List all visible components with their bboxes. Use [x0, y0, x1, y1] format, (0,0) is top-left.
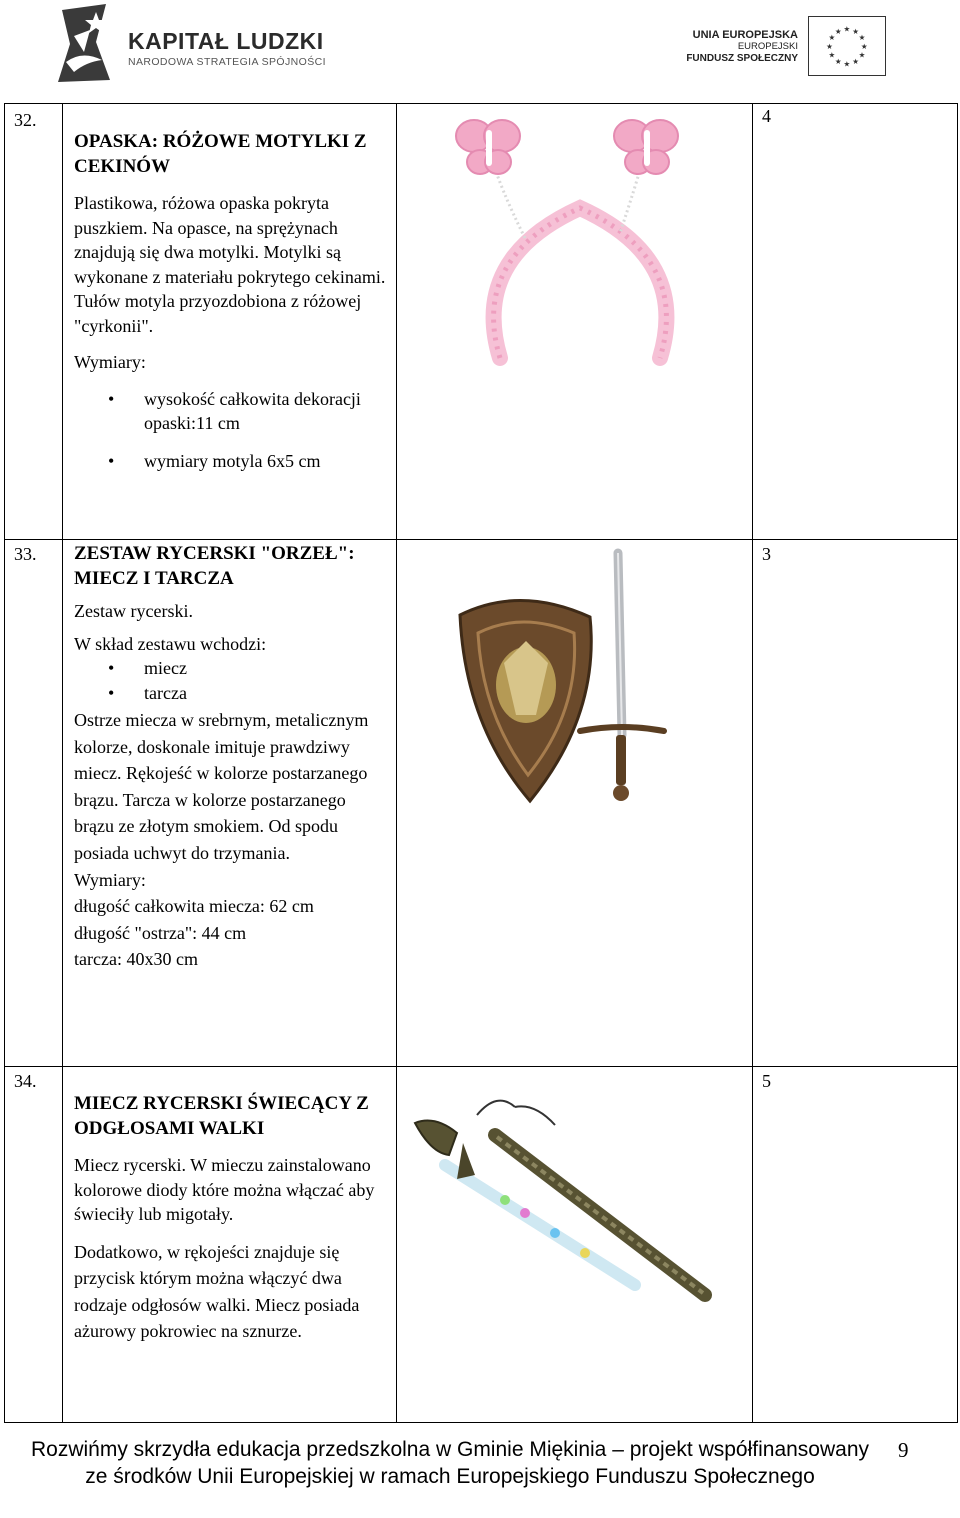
quantity: 5	[762, 1071, 771, 1091]
product-title: MIECZ RYCERSKI ŚWIECĄCY Z ODGŁOSAMI WALKI	[74, 1093, 369, 1139]
product-description: Ostrze miecza w srebrnym, metalicznym kolorze, doskonale imituje prawdziwy miecz. Rękojeść w kolorze postarzanego brązu. Tarcza w kolorze postarzanego brązu ze złotym smokiem. Od spodu posiada uchwyt do trzymania.	[74, 710, 369, 863]
eu-star-icon: ★	[843, 59, 851, 69]
page-footer: Rozwińmy skrzydła edukacja przedszkolna w Gminie Miękinia – projekt współfinansowany ze środków Unii Europejskiej w ramach Europejskiego Funduszu Społecznego	[30, 1438, 870, 1488]
eu-star-icon: ★	[852, 26, 860, 36]
eu-star-icon: ★	[828, 50, 836, 60]
eu-star-icon: ★	[834, 26, 842, 36]
product-title: OPASKA: RÓŻOWE MOTYLKI Z CEKINÓW	[74, 131, 367, 177]
eu-star-icon: ★	[843, 24, 851, 34]
light-up-sword-image	[405, 1095, 750, 1305]
set-contents-list	[74, 656, 390, 705]
row-number: 32.	[14, 110, 37, 130]
kapital-ludzki-logo	[50, 2, 370, 88]
dimensions-label: Wymiary:	[74, 352, 146, 372]
product-title: ZESTAW RYCERSKI "ORZEŁ": MIECZ I TARCZA	[74, 543, 355, 589]
quantity: 4	[762, 106, 771, 126]
kapital-ludzki-emblem-icon	[52, 2, 116, 84]
product-intro: Zestaw rycerski.	[74, 601, 193, 621]
eu-star-icon: ★	[860, 41, 868, 51]
pink-headband-image	[430, 108, 730, 378]
shield-and-sword-image	[440, 545, 710, 815]
kapital-ludzki-subtitle: NARODOWA STRATEGIA SPÓJNOŚCI	[128, 56, 326, 68]
product-description: Miecz rycerski. W mieczu zainstalowano kolorowe diody które można włączać aby świeciły lub migotały.	[74, 1155, 375, 1224]
eu-flag-icon	[808, 16, 886, 76]
row-number: 34.	[14, 1071, 37, 1091]
product-description-extra: Dodatkowo, w rękojeści znajduje się przycisk którym można włączyć dwa rodzaje odgłosów walki. Miecz posiada ażurowy pokrowiec na sznurze.	[74, 1241, 360, 1342]
list-item: • wymiary motyla 6x5 cm	[74, 449, 390, 474]
dimensions-list	[74, 387, 390, 474]
eu-logo-line1: UNIA EUROPEJSKA	[692, 29, 798, 41]
list-item: • miecz	[74, 656, 390, 681]
dimensions-label: Wymiary:	[74, 869, 146, 890]
eu-star-icon: ★	[828, 33, 836, 43]
eu-star-icon: ★	[826, 41, 834, 51]
eu-star-icon: ★	[858, 33, 866, 43]
set-contents-label: W skład zestawu wchodzi:	[74, 633, 267, 654]
eu-logo	[680, 14, 890, 82]
eu-star-icon: ★	[852, 56, 860, 66]
quantity: 3	[762, 544, 771, 564]
dimension-line: długość "ostrza": 44 cm	[74, 922, 247, 943]
eu-logo-line3: FUNDUSZ SPOŁECZNY	[686, 53, 798, 64]
dimension-line: tarcza: 40x30 cm	[74, 949, 198, 970]
eu-star-icon: ★	[858, 50, 866, 60]
page-number: 9	[898, 1438, 909, 1462]
row-description-cell	[74, 542, 390, 973]
row-number: 33.	[14, 544, 37, 564]
dimension-line: długość całkowita miecza: 62 cm	[74, 896, 314, 917]
eu-logo-line2: EUROPEJSKI	[737, 41, 798, 52]
list-item: • wysokość całkowita dekoracji opaski:11 cm	[74, 387, 390, 436]
product-description: Plastikowa, różowa opaska pokryta puszkiem. Na opasce, na sprężynach znajdują się dwa motylki. Motylki są wykonane z materiału pokrytego cekinami. Tułów motyla przyozdobiona z różowej "cyrkonii".	[74, 193, 386, 336]
row-description-cell	[74, 1092, 390, 1345]
kapital-ludzki-title: KAPITAŁ LUDZKI	[128, 28, 324, 54]
eu-star-icon: ★	[834, 56, 842, 66]
row-description-cell	[74, 130, 390, 473]
list-item: • tarcza	[74, 681, 390, 706]
